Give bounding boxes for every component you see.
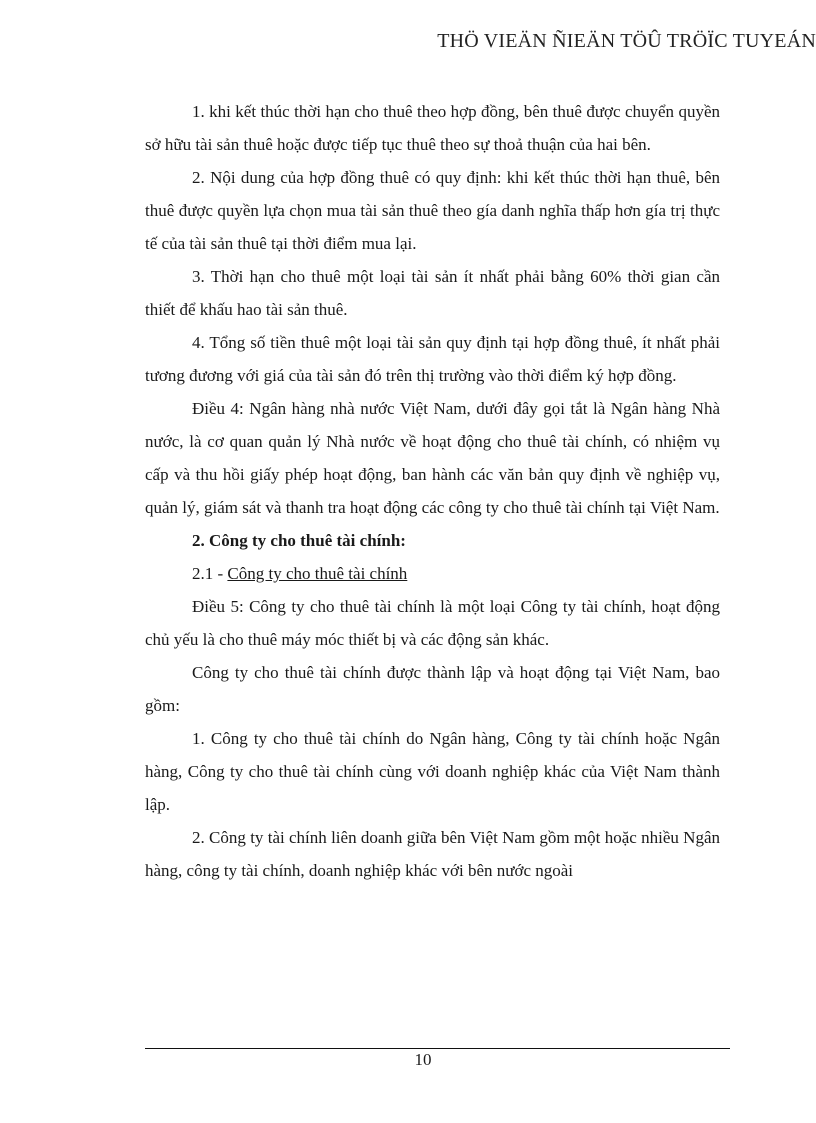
paragraph: 2. Công ty tài chính liên doanh giữa bên Việt Nam gồm một hoặc nhiều Ngân hàng, công ty tài chính, doanh nghiệp khác với bên nước ngoài (145, 828, 720, 880)
running-header: THÖ VIEÄN ÑIEÄN TÖÛ TRÖÏC TUYEÁN (437, 30, 816, 52)
subsection-title: Công ty cho thuê tài chính (227, 564, 408, 583)
paragraph: 1. Công ty cho thuê tài chính do Ngân hàng, Công ty tài chính hoặc Ngân hàng, Công ty cho thuê tài chính cùng với doanh nghiệp khác của Việt Nam thành lập. (145, 729, 720, 814)
subsection-number: 2.1 - (192, 564, 228, 583)
section-heading: 2. Công ty cho thuê tài chính: (192, 531, 406, 550)
paragraph: 2. Nội dung của hợp đồng thuê có quy định: khi kết thúc thời hạn thuê, bên thuê được quyền lựa chọn mua tài sản thuê theo gía danh nghĩa thấp hơn gía trị thực tế của tài sản thuê tại thời điểm mua lại. (145, 168, 720, 253)
page-number: 10 (414, 1050, 432, 1069)
paragraph: Điều 5: Công ty cho thuê tài chính là một loại Công ty tài chính, hoạt động chủ yếu là cho thuê máy móc thiết bị và các động sản khác. (145, 597, 720, 649)
paragraph: 1. khi kết thúc thời hạn cho thuê theo hợp đồng, bên thuê được chuyển quyền sở hữu tài sản thuê hoặc được tiếp tục thuê theo sự thoả thuận của hai bên. (145, 102, 720, 154)
paragraph: 3. Thời hạn cho thuê một loại tài sản ít nhất phải bằng 60% thời gian cần thiết để khấu hao tài sản thuê. (145, 267, 720, 319)
paragraph: 4. Tổng số tiền thuê một loại tài sản quy định tại hợp đồng thuê, ít nhất phải tương đương với giá của tài sản đó trên thị trường vào thời điểm ký hợp đồng. (145, 333, 720, 385)
paragraph: Công ty cho thuê tài chính được thành lập và hoạt động tại Việt Nam, bao gồm: (145, 663, 720, 715)
document-body (145, 95, 720, 887)
footer-divider (145, 1048, 730, 1049)
paragraph: Điều 4: Ngân hàng nhà nước Việt Nam, dưới đây gọi tắt là Ngân hàng Nhà nước, là cơ quan quản lý Nhà nước về hoạt động cho thuê tài chính, có nhiệm vụ cấp và thu hồi giấy phép hoạt động, ban hành các văn bản quy định về nghiệp vụ, quản lý, giám sát và thanh tra hoạt động các công ty cho thuê tài chính tại Việt Nam. (145, 399, 720, 517)
subsection-heading (145, 557, 720, 590)
